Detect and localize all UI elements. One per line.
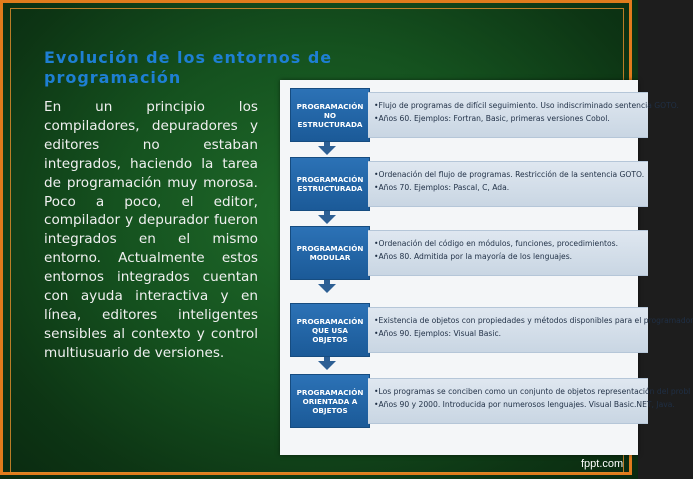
stage-description [368,378,691,424]
stage-bullet: • Años 80. Admitida por la mayoría de los lenguajes. [374,250,648,263]
stage-bullet: • Los programas se conciben como un conjunto de objetos representación del probl [374,385,648,398]
stage-bullet: • Años 70. Ejemplos: Pascal, C, Ada. [374,181,648,194]
down-arrow-icon [318,215,336,224]
diagram-row-unstructured [286,88,679,142]
stage-description [368,230,648,276]
stage-description [368,92,679,138]
stage-description [368,161,648,207]
stage-box: PROGRAMACIÓN ORIENTADA A OBJETOS [290,374,370,428]
stage-bullet: • Años 60. Ejemplos: Fortran, Basic, primeras versiones Cobol. [374,112,648,125]
fppt-logo: fppt.com [581,458,624,470]
diagram-row-modular [286,226,638,280]
slide-body-text: En un principio los compiladores, depuradores y editores no estaban integrados, haciendo la tarea de programación muy morosa. Poco a poco, el editor, compilador y depurador fueron integrados en el mismo entorno. Actualmente estos entornos integrados cuentan con ayuda interactiva y en línea, editores inteligentes sensibles al contexto y control multiusuario de versiones. [44,99,258,361]
stage-bullet: • Ordenación del flujo de programas. Restricción de la sentencia GOTO. [374,168,648,181]
stage-box: PROGRAMACIÓN MODULAR [290,226,370,280]
stage-description [368,307,693,353]
down-arrow-icon [318,361,336,370]
stage-bullet: • Años 90 y 2000. Introducida por numerosos lenguajes. Visual Basic.NET, Java. [374,398,648,411]
stage-box: PROGRAMACIÓN NO ESTRUCTURADA [290,88,370,142]
slide-title: Evolución de los entornos de programación [44,48,333,87]
programming-evolution-diagram [280,80,693,455]
stage-bullet: • Existencia de objetos con propiedades y métodos disponibles para el programador [374,314,648,327]
diagram-row-structured [286,157,645,211]
stage-bullet: • Ordenación del código en módulos, funciones, procedimientos. [374,237,648,250]
down-arrow-icon [318,284,336,293]
stage-box: PROGRAMACIÓN QUE USA OBJETOS [290,303,370,357]
diagram-row-uses-objects [286,303,693,357]
down-arrow-icon [318,146,336,155]
stage-bullet: • Flujo de programas de difícil seguimiento. Uso indiscriminado sentencia GOTO. [374,99,648,112]
stage-bullet: • Años 90. Ejemplos: Visual Basic. [374,327,648,340]
stage-box: PROGRAMACIÓN ESTRUCTURADA [290,157,370,211]
diagram-row-object-oriented [286,374,691,428]
